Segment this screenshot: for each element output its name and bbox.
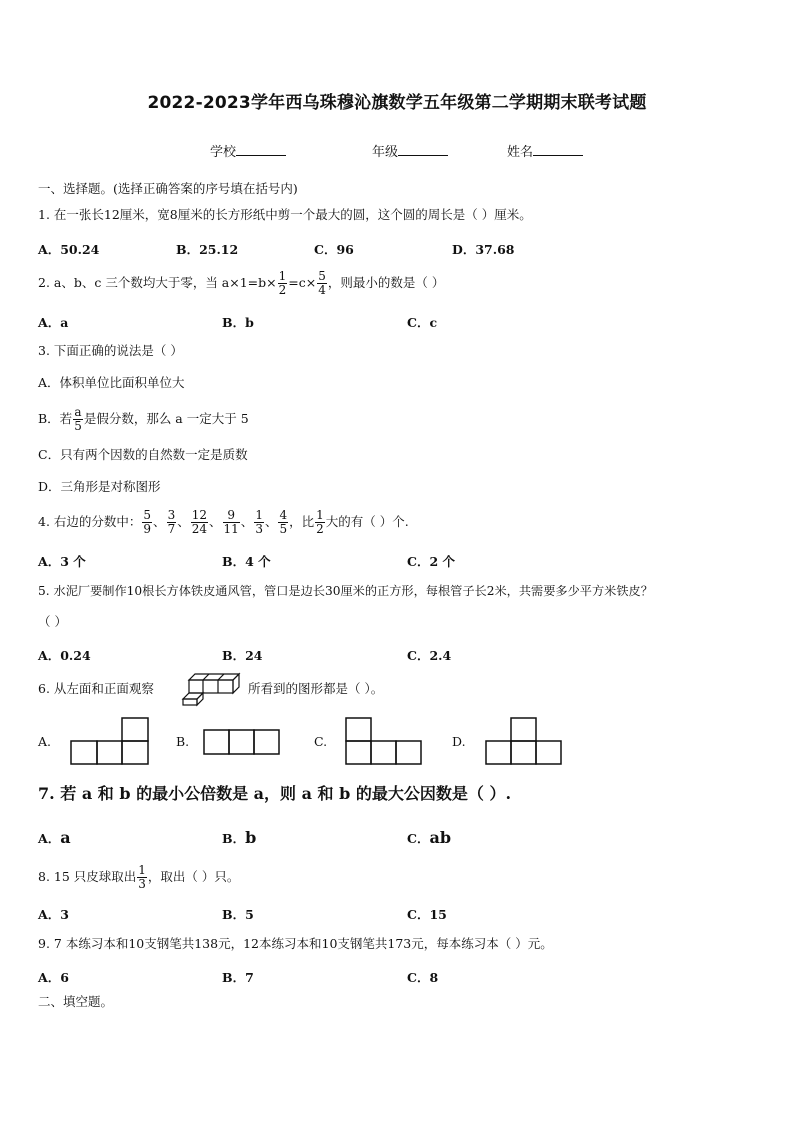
q4-compare-denominator: 2 <box>316 522 324 536</box>
q7-option-b[interactable] <box>222 828 256 847</box>
q3-fraction-numerator: a <box>74 405 82 419</box>
grade-label: 年级 <box>372 145 399 160</box>
q6-option-c[interactable]: C. <box>314 734 328 749</box>
grade-blank[interactable] <box>398 143 448 156</box>
question-1: 1. 在一张长12厘米，宽8厘米的长方形纸中剪一个最大的圆，这个圆的周长是（ ）厘米。 <box>38 207 532 222</box>
q4-fraction-6 <box>278 509 288 536</box>
section-2-heading: 二、填空题。 <box>38 994 114 1009</box>
q7-option-b-label: B． <box>222 831 246 846</box>
q2-text-pre: 2. a、b、c 三个数均大于零，当 a×1=b× <box>38 275 277 290</box>
name-field[interactable] <box>507 141 583 160</box>
q6-option-a-figure[interactable] <box>70 716 150 766</box>
q4-fraction-1 <box>142 509 152 536</box>
q4-sep-2: 、 <box>177 514 190 529</box>
q8-fraction-numerator: 1 <box>138 863 146 877</box>
q8-option-b[interactable]: B．5 <box>222 907 254 922</box>
q4-fraction-1-denominator: 9 <box>143 522 152 536</box>
q3-option-b-fraction <box>73 406 83 433</box>
school-field[interactable] <box>210 141 286 160</box>
q4-fraction-5-denominator: 3 <box>255 522 263 536</box>
q7-option-a[interactable] <box>38 828 71 847</box>
q1-option-d[interactable]: D．37.68 <box>452 242 515 257</box>
q6-option-b[interactable]: B. <box>176 734 190 749</box>
q4-text-post: 大的有（ ）个. <box>325 514 409 529</box>
q4-fraction-2 <box>167 509 177 536</box>
q4-sep-1: 、 <box>153 514 166 529</box>
q2-fraction-2-numerator: 5 <box>318 269 326 283</box>
q4-fraction-4-numerator: 9 <box>223 509 240 523</box>
question-9: 9. 7 本练习本和10支钢笔共138元，12本练习本和10支钢笔共173元，每本练习本（ ）元。 <box>38 936 553 951</box>
q7-option-c-label: C． <box>407 831 430 846</box>
q7-option-b-value: b <box>245 828 257 847</box>
question-3: 3. 下面正确的说法是（ ） <box>38 343 183 358</box>
q8-text-post: ，取出（ ）只。 <box>147 869 240 884</box>
q8-option-c[interactable]: C．15 <box>407 907 447 922</box>
q6-option-d-figure[interactable] <box>485 716 563 766</box>
q4-text-pre: 4. 右边的分数中： <box>38 514 142 529</box>
q9-option-b[interactable]: B．7 <box>222 970 254 985</box>
q3-fraction-denominator: 5 <box>74 419 82 433</box>
q8-option-a[interactable]: A．3 <box>38 907 69 922</box>
q4-fraction-5-numerator: 1 <box>255 508 263 522</box>
q3-option-b[interactable] <box>38 404 249 434</box>
school-label: 学校 <box>210 145 237 160</box>
question-6-text-post: 所看到的图形都是（ ）。 <box>248 681 384 696</box>
question-5: 5. 水泥厂要制作10根长方体铁皮通风管，管口是边长30厘米的正方形，每根管子长2米，共需要多少平方米铁皮？ <box>38 584 653 598</box>
q6-option-a[interactable]: A. <box>38 734 52 749</box>
q8-fraction <box>137 864 147 891</box>
q8-text-pre: 8. 15 只皮球取出 <box>38 869 137 884</box>
question-8 <box>38 862 239 892</box>
q6-option-c-figure[interactable] <box>345 716 423 766</box>
q5-option-c[interactable]: C．2.4 <box>407 648 452 663</box>
q4-fraction-4-denominator: 11 <box>223 522 239 536</box>
q4-sep-5: 、 <box>264 514 278 529</box>
question-4 <box>38 507 409 537</box>
q3-option-c[interactable]: C．只有两个因数的自然数一定是质数 <box>38 447 248 462</box>
name-blank[interactable] <box>533 143 583 156</box>
q2-fraction-1-denominator: 2 <box>278 283 287 297</box>
question-7: 7. 若 a 和 b 的最小公倍数是 a，则 a 和 b 的最大公因数是（ ）. <box>38 784 512 803</box>
q9-option-c[interactable]: C．8 <box>407 970 439 985</box>
q7-option-a-label: A． <box>38 831 61 846</box>
section-1-heading: 一、选择题。(选择正确答案的序号填在括号内) <box>38 181 298 196</box>
q4-option-a[interactable]: A．3 个 <box>38 554 86 569</box>
q9-option-a[interactable]: A．6 <box>38 970 69 985</box>
grade-field[interactable] <box>372 141 448 160</box>
q1-option-b[interactable]: B．25.12 <box>176 242 239 257</box>
q4-fraction-6-denominator: 5 <box>279 522 288 536</box>
q4-fraction-5 <box>254 509 264 536</box>
q4-compare-fraction <box>315 509 325 536</box>
q2-option-c[interactable]: C．c <box>407 315 438 330</box>
page-title: 2022-2023学年西乌珠穆沁旗数学五年级第二学期期末联考试题 <box>147 93 647 113</box>
q2-fraction-1 <box>278 270 288 297</box>
q4-fraction-4 <box>223 509 240 536</box>
q2-option-b[interactable]: B．b <box>222 315 254 330</box>
q3-option-b-pre: B．若 <box>38 411 73 426</box>
q4-text-mid: ，比 <box>289 514 315 529</box>
q3-option-b-post: 是假分数，那么 a 一定大于 5 <box>83 411 249 426</box>
question-2 <box>38 268 444 298</box>
school-blank[interactable] <box>236 143 286 156</box>
q4-compare-numerator: 1 <box>316 508 324 522</box>
q7-option-a-value: a <box>60 828 71 847</box>
question-6-text-pre: 6. 从左面和正面观察 <box>38 681 154 696</box>
q5-option-a[interactable]: A．0.24 <box>38 648 91 663</box>
q4-fraction-3-numerator: 12 <box>191 508 207 522</box>
q4-option-b[interactable]: B．4 个 <box>222 554 271 569</box>
cube-stack-icon <box>183 674 239 705</box>
q2-fraction-1-numerator: 1 <box>278 269 287 283</box>
q6-option-d[interactable]: D. <box>452 734 466 749</box>
q2-text-post: ，则最小的数是（ ） <box>327 275 445 290</box>
q3-option-d[interactable]: D．三角形是对称图形 <box>38 479 161 494</box>
question-5-blank: （ ） <box>38 614 67 629</box>
q7-option-c[interactable] <box>407 828 451 847</box>
q4-sep-4: 、 <box>240 514 254 529</box>
q4-sep-3: 、 <box>209 514 222 529</box>
q4-fraction-2-numerator: 3 <box>167 508 176 522</box>
name-label: 姓名 <box>507 145 534 160</box>
q6-option-b-figure[interactable] <box>203 729 281 756</box>
q4-fraction-3 <box>191 509 208 536</box>
q4-fraction-2-denominator: 7 <box>167 522 176 536</box>
q1-option-c[interactable]: C．96 <box>314 242 354 257</box>
q8-fraction-denominator: 3 <box>138 877 146 891</box>
q2-fraction-2 <box>317 270 327 297</box>
q4-option-c[interactable]: C．2 个 <box>407 554 455 569</box>
q4-fraction-3-denominator: 24 <box>191 522 207 536</box>
q2-fraction-2-denominator: 4 <box>318 283 326 297</box>
q7-option-c-value: ab <box>429 828 452 847</box>
q3-option-a[interactable]: A．体积单位比面积单位大 <box>38 375 185 390</box>
q6-solid-figure <box>181 672 243 706</box>
q4-fraction-6-numerator: 4 <box>279 508 288 522</box>
q1-option-a[interactable]: A．50.24 <box>38 242 100 257</box>
q2-option-a[interactable]: A．a <box>38 315 69 330</box>
q2-text-mid: =c× <box>288 275 317 290</box>
q5-option-b[interactable]: B．24 <box>222 648 263 663</box>
q4-fraction-1-numerator: 5 <box>143 508 152 522</box>
